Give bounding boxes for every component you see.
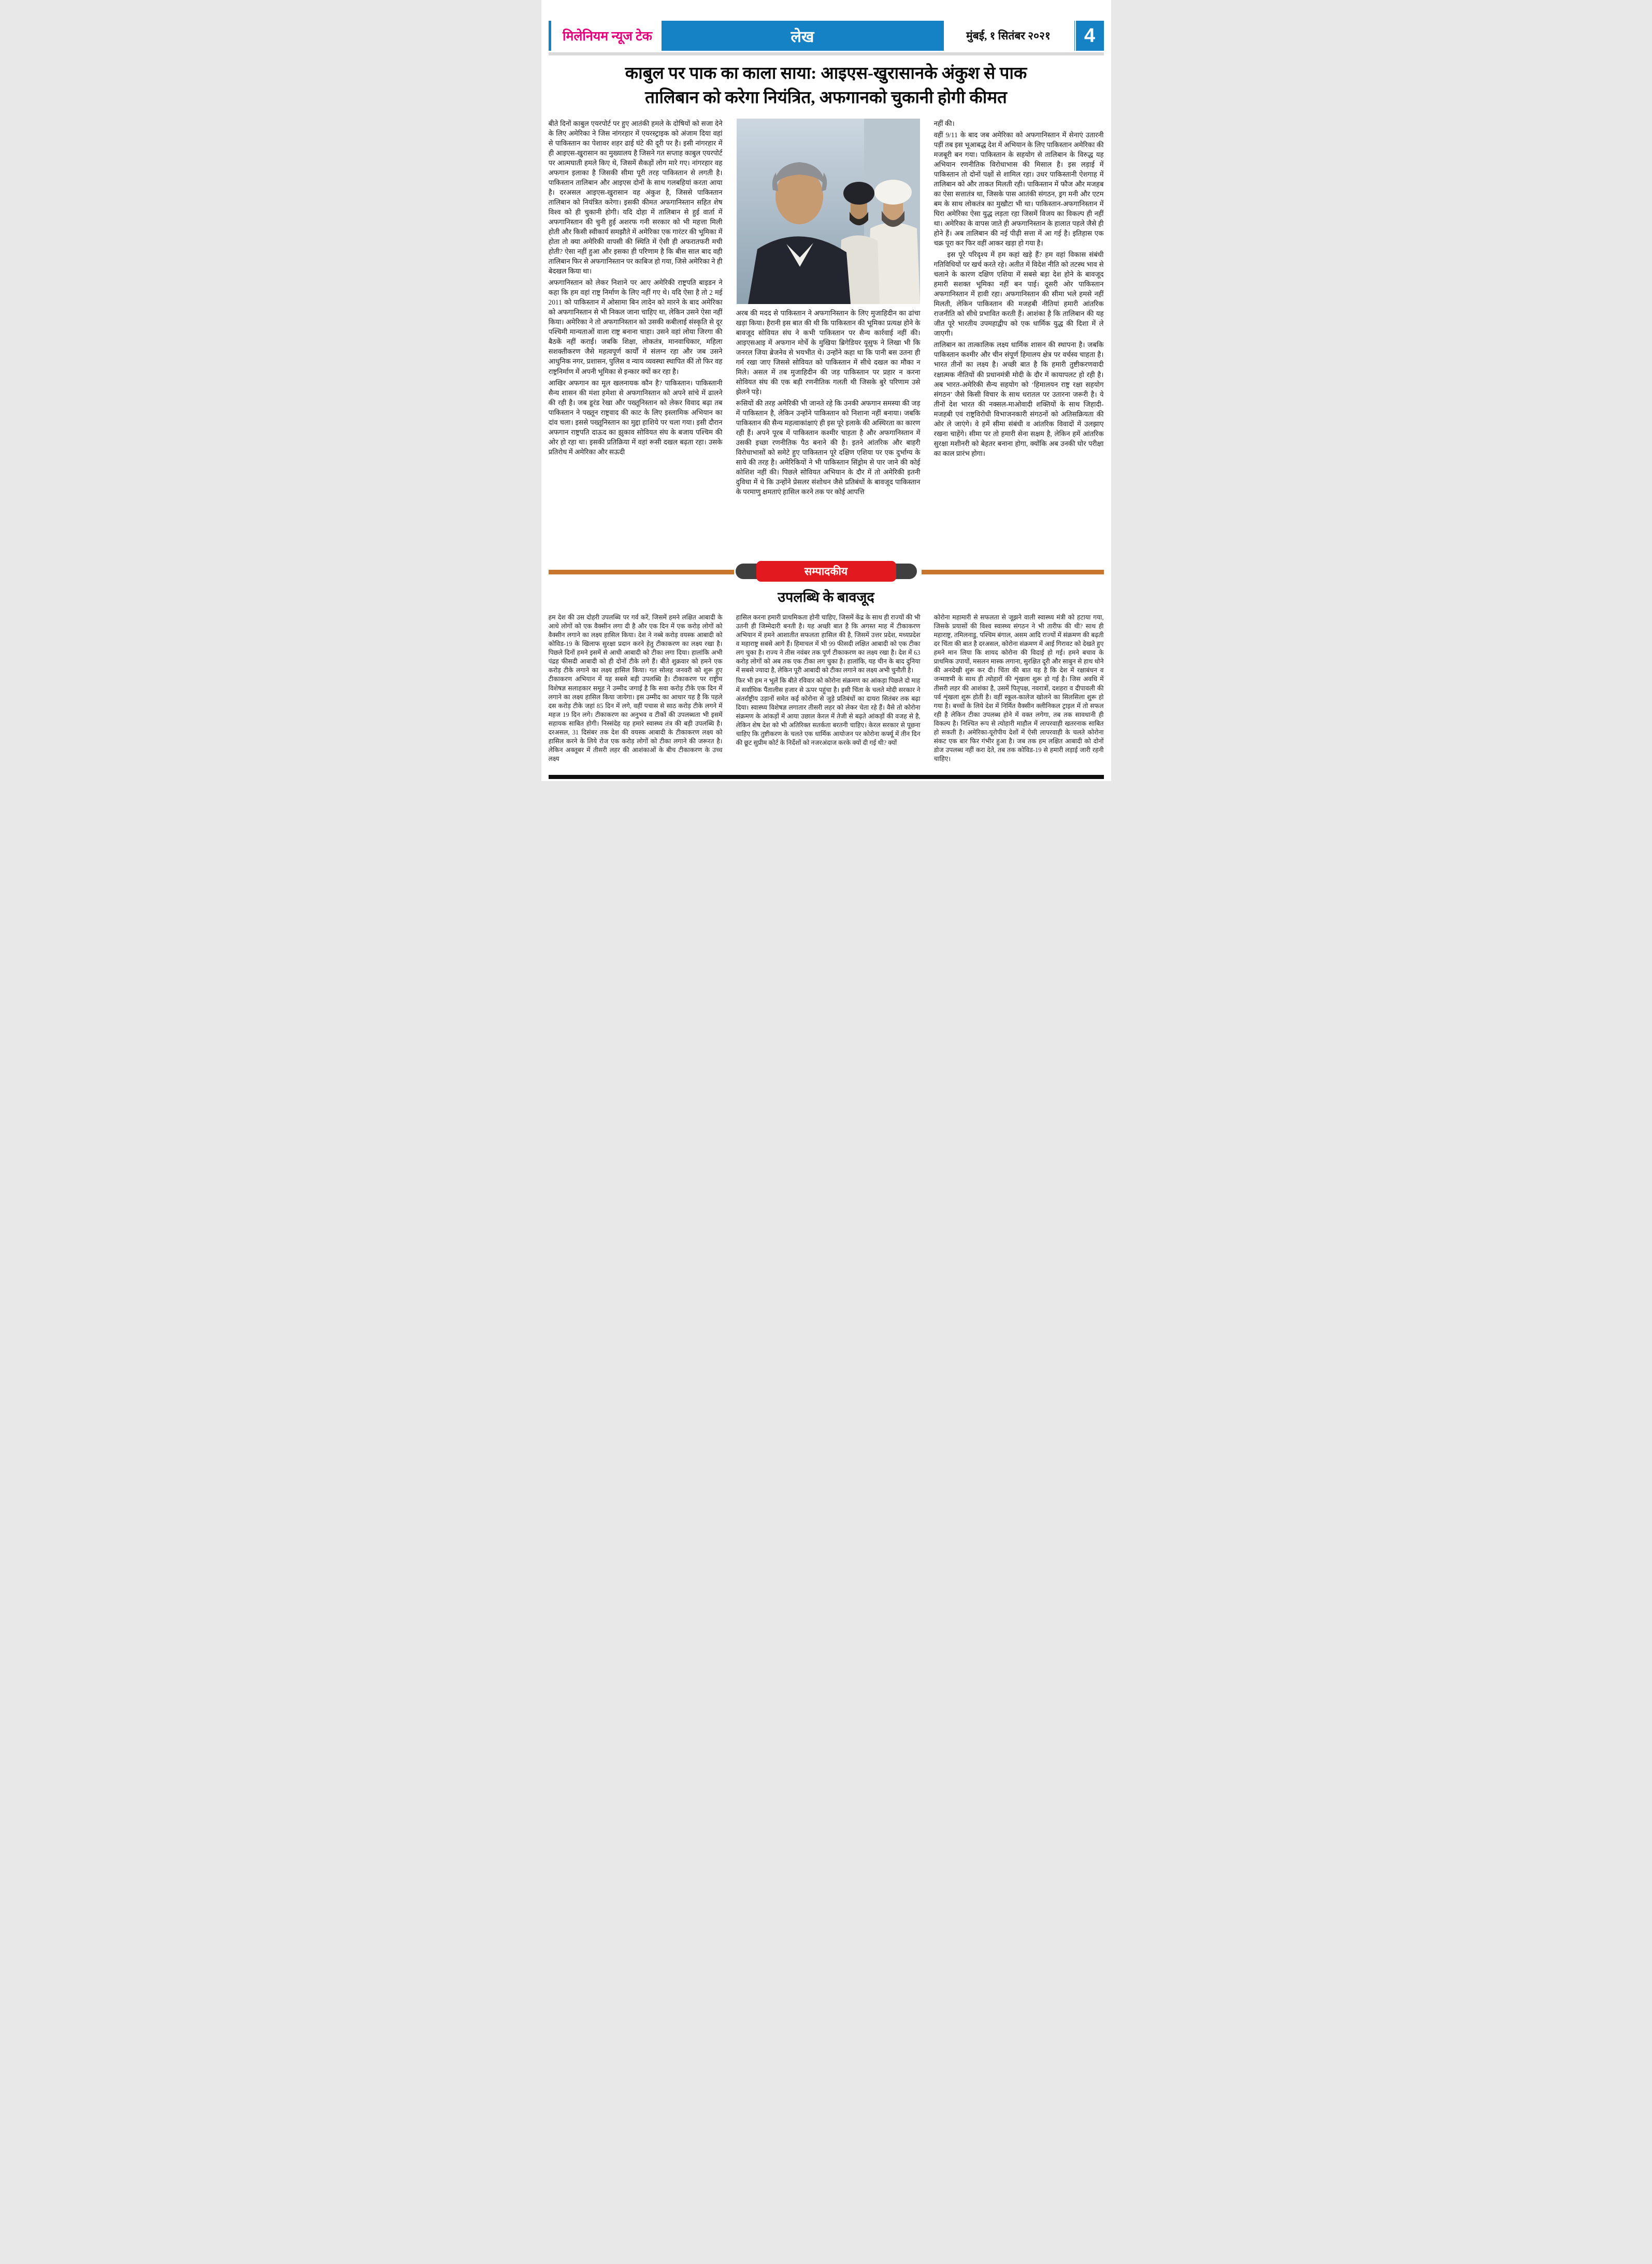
editorial-column-left [549, 613, 723, 769]
page-header [549, 21, 1104, 51]
masthead [554, 21, 662, 51]
editorial-paragraph: कोरोना महामारी से सफलता से जूझने वाली स्वास्थ्य मंत्री को हटाया गया, जिसके प्रयासों की विश्व स्वास्थ्य संगठन ने भी तारीफ की थी? साथ ही महाराष्ट्र, तमिलनाडु, पश्चिम बंगाल, असम आदि राज्यों में संक्रमण की बढ़ती दर चिंता की बात है दरअसल, कोरोना संक्रमण में आई गिरावट को देखते हुए हमने मान लिया कि शायद कोरोना की विदाई हो गई। हमने बचाव के प्राथमिक उपायों, मसलन मास्क लगाना, सुरक्षित दूरी और साबुन से हाथ धोने की अनदेखी शुरू कर दी। चिंता की बात यह है कि देश में रक्षाबंधन व जन्माष्टमी के साथ ही त्योहारों की शृंखला शुरू हो गई है। जिस अवधि में तीसरी लहर की आशंका है, उसमें पितृपक्ष, नवरात्रों, दशहरा व दीपावली की पर्व शृंखला शुरू होती है। वहीं स्कूल-कालेज खोलने का सिलसिला शुरू हो गया है। बच्चों के लिये देश में निर्मित वैक्सीन क्लीनिकल ट्राइल में तो सफल रही है लेकिन टीका उपलब्ध होने में वक्त लगेगा, तब तक सावधानी ही विकल्प है। निश्चित रूप से त्योहारी माहौल में लापरवाही खतरनाक साबित हो सकती है। अमेरिका-यूरोपीय देशों में ऐसी लापरवाही के चलते कोरोना संकट एक बार फिर गंभीर हुआ है। जब तक हम लक्षित आबादी को दोनों डोज उपलब्ध नहीं करा देते, तब तक कोविड-19 से हमारी लड़ाई जारी रहनी चाहिए। [933, 613, 1104, 763]
editorial-paragraph: हासिल करना हमारी प्राथमिकता होनी चाहिए, जिसमें केंद्र के साथ ही राज्यों की भी उतनी ही जिम्मेदारी बनती है। यह अच्छी बात है कि अगस्त माह में टीकाकरण अभियान में हमने आशातीत सफलता हासिल की है, जिसमें उत्तर प्रदेश, मध्यप्रदेश व महाराष्ट्र सबसे आगे हैं। हिमाचल में भी 99 फीसदी लक्षित आबादी को एक टीका लग चुका है। राज्य ने तीस नवंबर तक पूर्ण टीकाकरण का लक्ष्य रखा है। देश में 63 करोड़ लोगों को अब तक एक टीका लग चुका है। हालांकि, यह चीन के बाद दुनिया में सबसे ज्यादा है, लेकिन पूरी आबादी को टीका लगाने का लक्ष्य अभी चुनौती है। [736, 613, 921, 674]
article-paragraph: वहीं 9/11 के बाद जब अमेरिका को अफगानिस्तान में सेनाएं उतारनी पड़ीं तब इस भूआबद्ध देश में अभियान के लिए पाकिस्तान अमेरिका की मजबूरी बन गया। पाकिस्तान के सहयोग से तालिबान के विरुद्ध यह अभियान रणनीतिक विरोधाभास की मिसाल है। इस लड़ाई में पाकिस्तान तो दोनों पक्षों से शामिल रहा। उधर पाकिस्तानी ऐशगाह में तालिबान को और ताकत मिलती रही। पाकिस्तान में फौज और मजहब का ऐसा सत्तातंत्र था, जिसके पास आतंकी संगठन, ड्रग मनी और एटम बम के साथ लोकतंत्र का मुखौटा भी था। पाकिस्तान-अफगानिस्तान में घिरा अमेरिका ऐसा युद्ध लड़ता रहा जिसमें विजय का विकल्प ही नहीं था। अमेरिका के वापस जाते ही अफगानिस्तान के हालात पहले जैसे ही होने हैं। अब तालिबान की नई पीढ़ी सत्ता में आ गई है। इतिहास एक चक्र पूरा कर फिर वहीं आकर खड़ा हो गया है। [933, 131, 1104, 248]
article-column-left [549, 119, 723, 555]
header-rule [549, 52, 1104, 55]
editorial-banner-plate [756, 561, 896, 582]
article-paragraph: नहीं की। [933, 119, 955, 127]
article-column-right [934, 119, 1104, 555]
page-bottom-rule [549, 775, 1104, 779]
article-paragraph: इस पूरे परिदृश्य में हम कहां खड़े हैं? हम वहां विकास संबंधी गतिविधियों पर खर्च करते रहे। अतीत में विदेश नीति को तटस्थ भाव से चलाने के कारण दक्षिण एशिया में सबसे बड़ा देश होने के बावजूद हमारी सशक्त भूमिका नहीं बन पाई। दूसरी ओर पाकिस्तान अफगानिस्तान में हावी रहा। अफगानिस्तान की सीमा भले हमसे नहीं मिलती, लेकिन पाकिस्तान की मजहबी नीतियां हमारी आंतरिक राजनीति को सीधे प्रभावित करती हैं। आशंका है कि तालिबान की यह जीत पूरे भारतीय उपमहाद्वीप को एक धार्मिक युद्ध की दिशा में ले जाएगी। [933, 251, 1104, 338]
section-banner [662, 21, 944, 51]
editorial-paragraph: हम देश की उस दोहरी उपलब्धि पर गर्व करें, जिसमें हमने लक्षित आबादी के आधे लोगों को एक वैक्सीन लगा दी है और एक दिन में एक करोड़ लोगों को वैक्सीन लगाने का लक्ष्य हासिल किया। देश ने नब्बे करोड़ वयस्क आबादी को कोविड-19 के खिलाफ सुरक्षा प्रदान करने हेतु टीकाकरण का लक्ष्य रखा है। पिछले दिनों हमने इसमें से आधी आबादी को टीका लगा दिया। हालांकि अभी पंद्रह फीसदी आबादी को ही दोनों टीके लगे हैं। बीते शुक्रवार को हमने एक करोड़ टीके लगाने का लक्ष्य हासिल किया। गत सोलह जनवरी को शुरू हुए टीकाकरण अभियान में यह सबसे बड़ी उपलब्धि है। टीकाकरण पर राष्ट्रीय विशेषज्ञ सलाहकार समूह ने उम्मीद जगाई है कि सवा करोड़ टीके एक दिन में लगाने का लक्ष्य हासिल किया जायेगा। इस उम्मीद का आधार यह है कि पहले दस करोड़ टीके जहां 85 दिन में लगे, वहीं पचास से साठ करोड़ टीके लगने में महज 19 दिन लगे। टीकाकरण का अनुभव व टीकों की उपलब्धता भी इसमें सहायक साबित होगी। निस्संदेह यह हमारे स्वास्थ्य तंत्र की बड़ी उपलब्धि है। दरअसल, 31 दिसंबर तक देश की वयस्क आबादी के टीकाकरण लक्ष्य को हासिल करने के लिये रोज एक करोड़ लोगों को टीका लगाने की जरूरत है। लेकिन अक्तूबर में तीसरी लहर की आशंकाओं के बीच टीकाकरण के उच्च लक्ष्य [548, 613, 723, 763]
headline-line-1: काबुल पर पाक का काला साया: आइएस-खुरासानके अंकुश से पाक [625, 64, 1027, 83]
editorial-headline: उपलब्धि के बावजूद [778, 589, 874, 605]
editorial-column-middle [736, 613, 921, 769]
article-paragraph: बीते दिनों काबुल एयरपोर्ट पर हुए आतंकी हमले के दोषियों को सजा देने के लिए अमेरिका ने जिस नांगरहार में एयरस्ट्राइक को अंजाम दिया वहां से पाकिस्तान का पेशावर शहर ढाई घंटे की दूरी पर है। इसी नांगरहार में ही आइएस-खुरासान का मुख्यालय है जिसने गत सप्ताह काबुल एयरपोर्ट पर आत्मघाती हमले किए थे, जिसमें सैकड़ों लोग मारे गए। नांगरहार वह अफगान इलाका है जिसकी सीमा पूरी तरह पाकिस्तान से लगती है। पाकिस्तान तालिबान और आइएस दोनों के साथ गलबहियां करता आया है। दरअसल आइएस-खुरासान वह अंकुश है, जिससे पाकिस्तान तालिबान को नियंत्रित करेगा। इसकी कीमत अफगानिस्तान सहित शेष विश्व को ही चुकानी होगी। यदि दोहा में तालिबान से हुई वार्ता में अफगानिस्तान की चुनी हुई अशरफ गनी सरकार को भी महत्ता मिली होती और किसी स्वीकार्य समझौते में अमेरिका एक गारंटर की भूमिका में होता तो क्या अमेरिकी वापसी की स्थिति में ऐसी ही अफरातफरी मची होती? ऐसा नहीं हुआ और इसका ही परिणाम है कि बीस साल बाद वही तालिबान फिर से अफगानिस्तान पर काबिज हो गया, जिसे अमेरिका ने ही बेदखल किया था। [548, 119, 723, 276]
article-paragraph: रूसियों की तरह अमेरिकी भी जानते रहे कि उनकी अफगान समस्या की जड़ में पाकिस्तान है, लेकिन उन्होंने पाकिस्तान को निशाना नहीं बनाया। जबकि पाकिस्तान की सैन्य महत्वाकांक्षाएं ही इस पूरे इलाके की अस्थिरता का कारण रही हैं। अपने पूरब में पाकिस्तान कश्मीर चाहता है और अफगानिस्तान में उसकी इच्छा रणनीतिक पैठ बनाने की है। इतने आंतरिक और बाहरी विरोधाभासों को समेटे हुए पाकिस्तान पूरे दक्षिण एशिया पर एक दुर्भाग्य के साये की तरह है। अमेरिकियों ने भी पाकिस्तान सिंड्रोम से पार जाने की कोई कोशिश नहीं की। पिछले सोवियत अभियान के दौर में तो अमेरिकी इतनी दुविधा में थे कि उन्होंने प्रेसलर संशोधन जैसे प्रतिबंधों के बावजूद पाकिस्तान के परमाणु क्षमताएं हासिल करने तक पर कोई आपत्ति [736, 399, 921, 496]
editorial-paragraph: फिर भी हम न भूलें कि बीते रविवार को कोरोना संक्रमण का आंकड़ा पिछले दो माह में सर्वाधिक पैंतालीस हजार से ऊपर पहुंचा है। इसी चिंता के चलते मोदी सरकार ने अंतर्राष्ट्रीय उड़ानों समेत कई कोरोना से जुड़े प्रतिबंधों का दायरा सितंबर तक बढ़ा दिया। स्वास्थ्य विशेषज्ञ लगातार तीसरी लहर को लेकर चेता रहे हैं। वैसे तो कोरोना संक्रमण के आंकड़ों में आया उछाल केरल में तेजी से बढ़ते आंकड़ों की वजह से है, लेकिन शेष देश को भी अतिरिक्त सतर्कता बरतनी चाहिए। केरल सरकार से पूछना चाहिए कि तुष्टीकरण के चलते एक धार्मिक आयोजन पर कोरोना कर्फ्यू में तीन दिन की छूट सुप्रीम कोर्ट के निर्देशों को नजरअंदाज करके क्यों दी गई थी? क्यों [736, 677, 921, 747]
editorial-divider-left [549, 570, 734, 574]
editorial-divider-right [922, 570, 1104, 574]
headline-line-2: तालिबान को करेगा नियंत्रित, अफगानको चुकानी होगी कीमत [645, 88, 1007, 107]
newspaper-page [541, 0, 1111, 781]
article-paragraph: अरब की मदद से पाकिस्तान ने अफगानिस्तान के लिए मुजाहिदीन का ढांचा खड़ा किया। हैरानी इस बात की थी कि पाकिस्तान की भूमिका प्रत्यक्ष होने के बावजूद सोवियत संघ ने कभी पाकिस्तान पर सैन्य कार्रवाई नहीं की। आइएसआइ में अफगान मोर्चे के मुखिया ब्रिगेडियर यूसुफ ने लिखा भी कि जनरल जिया ब्रेजनेव से भयभीत थे। उन्होंने कहा था कि पानी बस उतना ही गर्म रखा जाए जिससे सोवियत को पाकिस्तान में सीधे दखल का मौका न मिले। असल में तब मुजाहिदीन की जड़ पाकिस्तान पर प्रहार न करना सोवियत संघ की एक बड़ी रणनीतिक गलती थी जिसके बुरे परिणाम उसे झेलने पड़े। [736, 309, 921, 396]
dateline: मुंबई, १ सितंबर २०२१ [966, 30, 1051, 42]
editorial-column-right [934, 613, 1104, 769]
editorial-section-header [549, 561, 1104, 583]
page-number: 4 [1084, 24, 1096, 47]
article-column-middle [736, 119, 921, 555]
header-accent-bar [549, 21, 551, 51]
article-paragraph: आखिर अफगान का मूल खलनायक कौन है? पाकिस्तान। पाकिस्तानी सैन्य शासन की मंशा हमेशा से अफगानिस्तान को अपने सांचे में ढालने की रही है। जब डूरंड रेखा और पख्तूनिस्तान को लेकर विवाद बढ़ा तब पाकिस्तान ने पख्तून राष्ट्रवाद की काट के लिए इस्लामिक अभियान का दांव चला। इससे पख्तूनिस्तान का मुद्दा हाशिये पर चला गया। इसी दौरान अफगान राष्ट्रपति दाऊद का झुकाव सोवियत संघ के बजाय पश्चिम की ओर हो रहा था। इसकी प्रतिक्रिया में वहां रूसी दखल बढ़ता रहा। उसके प्रतिरोध में अमेरिका और सऊदी [548, 379, 723, 456]
article-paragraph: अफगानिस्तान को लेकर निशाने पर आए अमेरिकी राष्ट्रपति बाइडन ने कहा कि हम वहां राष्ट्र निर्माण के लिए नहीं गए थे। यदि ऐसा है तो 2 मई 2011 को पाकिस्तान में ओसामा बिन लादेन को मारने के बाद अमेरिका को अफगानिस्तान से भी निकल जाना चाहिए था, लेकिन उसने ऐसा नहीं किया। अमेरिका ने तो अफगानिस्तान को उसकी कबीलाई संस्कृति से दूर पश्चिमी मान्यताओं वाला राष्ट्र बनाना चाहा। उसने वहां लोया जिरगा की बैठकें नहीं कराईं। जबकि शिक्षा, लोकतंत्र, मानवाधिकार, महिला सशक्तीकरण जैसे महत्वपूर्ण कार्यों में संलग्न रहा और जब उसने आधुनिक नगर, प्रशासन, पुलिस व न्याय व्यवस्था स्थापित कीं तो फिर वह राष्ट्रनिर्माण में अपनी भूमिका से इन्कार क्यों कर रहा है। [548, 279, 723, 376]
dateline-box [944, 21, 1073, 51]
editorial-banner [736, 561, 917, 583]
page-number-box [1073, 21, 1104, 51]
editorial-columns [549, 613, 1104, 769]
masthead-text: मिलेनियम न्यूज टेक [563, 30, 652, 44]
article-photo [736, 119, 921, 304]
section-label: लेख [791, 28, 814, 46]
article-headline [558, 62, 1095, 110]
article-body [549, 119, 1104, 555]
editorial-banner-label: सम्पादकीय [804, 565, 848, 578]
article-paragraph: तालिबान का तात्कालिक लक्ष्य धार्मिक शासन की स्थापना है। जबकि पाकिस्तान कश्मीर और चीन संपूर्ण हिमालय क्षेत्र पर वर्चस्व चाहता है। भारत तीनों का लक्ष्य है। अच्छी बात है कि हमारी तुष्टीकरणवादी रक्षात्मक नीतियों की प्रधानमंत्री मोदी के दौर में कायापलट हो रही है। अब भारत-अमेरिकी सैन्य सहयोग को ‘हिमालयन राष्ट्र रक्षा सहयोग संगठन’ जैसे किसी विचार के साथ धरातल पर उतारना जरूरी है। ये तीनों देश भारत की नक्सल-माओवादी शक्तियों के साथ जिहादी-मजहबी एवं राष्ट्रविरोधी विभाजनकारी संगठनों को अतिसक्रियता की ओर ले जाएंगे। वे हमें सीमा संबंधी व आंतरिक विवादों में उलझाए रखना चाहेंगे। सीमा पर तो हमारी सेना सक्षम है, लेकिन हमें आंतरिक सुरक्षा मशीनरी को बेहतर बनाना होगा, क्योंकि अब उनकी घोर परीक्षा का काल प्रारंभ होगा। [933, 341, 1104, 457]
